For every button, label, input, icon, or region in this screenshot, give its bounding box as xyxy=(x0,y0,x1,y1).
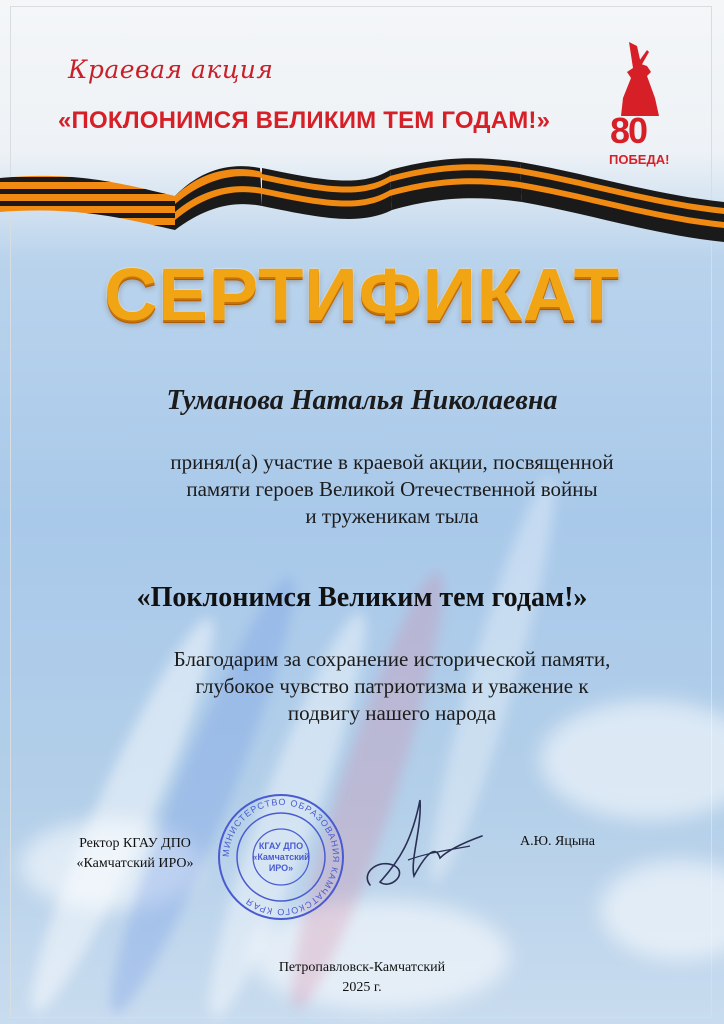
signer-position xyxy=(55,834,215,874)
logo-number: 80 xyxy=(610,110,647,151)
signer-position-line: «Камчатский ИРО» xyxy=(76,856,194,871)
participation-text xyxy=(60,449,724,530)
signer-position-line: Ректор КГАУ ДПО xyxy=(79,836,191,851)
participation-line: памяти героев Великой Отечественной войны xyxy=(186,477,598,501)
gratitude-line: Благодарим за сохранение исторической памяти, xyxy=(173,647,611,671)
seal-center-line: КГАУ ДПО xyxy=(258,841,304,851)
seal-center-line: ИРО» xyxy=(268,863,294,873)
handwritten-signature-icon xyxy=(350,780,490,900)
footer xyxy=(0,958,724,998)
signer-name: А.Ю. Яцына xyxy=(520,834,595,849)
gratitude-line: глубокое чувство патриотизма и уважение к xyxy=(195,674,589,698)
motherland-statue-icon xyxy=(607,38,677,118)
gratitude-line: подвигу нашего народа xyxy=(287,701,497,725)
campaign-title: «ПОКЛОНИМСЯ ВЕЛИКИМ ТЕМ ГОДАМ!» xyxy=(58,107,551,134)
gratitude-text xyxy=(60,646,724,727)
recipient-name: Туманова Наталья Николаевна xyxy=(166,385,558,416)
campaign-subtitle: Краевая акция xyxy=(68,55,274,84)
footer-city: Петропавловск-Камчатский xyxy=(278,960,446,975)
seal-center-line: «Камчатский xyxy=(252,852,310,862)
certificate-title: СЕРТИФИКАТ xyxy=(103,253,621,336)
participation-line: принял(а) участие в краевой акции, посвященной xyxy=(170,450,614,474)
logo-text: ПОБЕДА! xyxy=(609,152,670,167)
official-seal-icon xyxy=(216,792,346,922)
event-name: «Поклонимся Великим тем годам!» xyxy=(136,582,588,613)
victory-80-logo xyxy=(607,38,677,168)
seal-ring-text: МИНИСТЕРСТВО ОБРАЗОВАНИЯ КАМЧАТСКОГО КРАЯ xyxy=(220,796,342,918)
footer-year: 2025 г. xyxy=(342,980,382,995)
participation-line: и труженикам тыла xyxy=(305,504,479,528)
